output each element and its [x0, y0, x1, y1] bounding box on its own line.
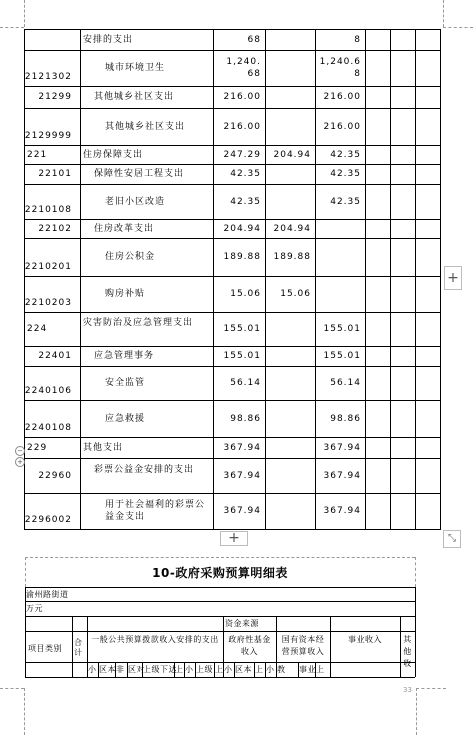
row-name: 用于社会福利的彩票公益金支出: [105, 500, 206, 522]
cell-total: 367.94: [223, 442, 261, 453]
page-guide: [0, 688, 24, 689]
row-border: [24, 219, 441, 220]
cell-total: 216.00: [223, 121, 261, 132]
cell-project: 42.35: [330, 196, 361, 207]
row-border: [24, 312, 441, 313]
row-name: 应急管理事务: [94, 351, 155, 361]
row-border: [24, 437, 441, 438]
cell-project: 42.35: [330, 169, 361, 179]
subheader: 教: [277, 665, 286, 674]
column-border: [25, 587, 26, 677]
row-code: 22102: [38, 223, 72, 234]
subheader: 小: [224, 665, 233, 674]
row-border: [24, 400, 441, 401]
add-row-button[interactable]: +: [220, 531, 248, 546]
subheader: 区本: [235, 665, 252, 674]
cell-project: 216.00: [323, 121, 361, 132]
row-border: [24, 184, 441, 185]
row-name: 购房补贴: [105, 289, 146, 299]
row-name: 住房保障支出: [83, 149, 144, 160]
row-code: 22960: [38, 470, 72, 481]
subheader: 上: [175, 665, 184, 674]
row-name: 灾害防治及应急管理支出: [83, 318, 194, 328]
cell-total: 68: [247, 34, 261, 45]
funding-source: 资金来源: [225, 619, 259, 628]
row-border: [24, 493, 441, 494]
column-border: [415, 587, 416, 677]
page-guide: [416, 688, 417, 735]
column-border: [415, 29, 416, 529]
column-border: [213, 29, 214, 529]
row-code: 2240108: [24, 423, 72, 433]
cell-total: 155.01: [223, 351, 261, 361]
row-name: 住房公积金: [105, 252, 156, 262]
row-name: 应急救援: [105, 413, 146, 424]
cell-project: 216.00: [323, 92, 361, 102]
subheader: 小: [185, 665, 194, 674]
unit-name: 渝州路街道: [26, 590, 69, 599]
subheader: 小: [88, 665, 97, 674]
subheader: 小: [266, 665, 275, 674]
row-border: [24, 50, 441, 51]
row-border: [24, 164, 441, 165]
table2-top-border: [25, 557, 415, 558]
row-border: [24, 29, 441, 30]
cell-project: 155.01: [323, 324, 361, 334]
cell-basic: 204.94: [273, 149, 311, 160]
row-border: [24, 458, 441, 459]
cell-project: 1,240.6 8: [319, 57, 361, 79]
row-code: 2240106: [24, 386, 72, 396]
row-border: [24, 276, 441, 277]
cell-project: 56.14: [330, 378, 361, 388]
subheader: 上: [255, 665, 264, 674]
row-name: 老旧小区改造: [105, 196, 166, 207]
cell-total: 189.88: [223, 252, 261, 262]
page-guide: [416, 688, 446, 689]
column-border: [330, 662, 331, 677]
funding-group: 国有资本经营预算收入: [281, 635, 325, 656]
row-border: [25, 616, 415, 617]
page-guide: [24, 688, 25, 735]
cell-total: 367.94: [223, 470, 261, 481]
row-border: [24, 86, 441, 87]
add-column-button[interactable]: +: [444, 266, 462, 290]
cell-total: 42.35: [230, 196, 261, 207]
row-name: 保障性安居工程支出: [94, 169, 185, 179]
page-number: 33: [403, 686, 412, 694]
row-name: 其他支出: [83, 442, 124, 453]
column-border: [440, 29, 441, 529]
row-code: 229: [27, 442, 48, 453]
cell-total: 204.94: [223, 223, 261, 234]
table2-title: 10-政府采购预算明细表: [152, 566, 288, 580]
row-name: 安排的支出: [83, 34, 134, 45]
page-guide: [24, 0, 25, 27]
column-border: [390, 29, 391, 529]
row-code: 224: [27, 324, 48, 334]
unit-label: 万元: [26, 604, 43, 613]
row-border: [24, 145, 441, 146]
row-name: 城市环境卫生: [105, 63, 166, 73]
resize-handle-icon[interactable]: ⤡: [443, 530, 461, 548]
row-code: 2210201: [24, 262, 72, 272]
row-code: 2210203: [24, 298, 72, 308]
cell-total: 155.01: [223, 324, 261, 334]
cell-total: 247.29: [223, 149, 261, 160]
cell-project: 42.35: [330, 149, 361, 160]
row-name: 其他城乡社区支出: [105, 121, 186, 132]
row-border: [25, 677, 415, 678]
row-name: 彩票公益金安排的支出: [94, 464, 195, 475]
cell-basic: 15.06: [280, 289, 311, 299]
row-insert-icon[interactable]: +: [15, 457, 25, 467]
column-border: [265, 29, 266, 529]
col-category: 项目类别: [28, 644, 62, 653]
subheader: 上级下达: [143, 665, 177, 674]
cell-project: 98.86: [330, 413, 361, 424]
cell-project: 367.94: [323, 506, 361, 516]
cell-basic: 204.94: [273, 223, 311, 234]
column-border: [24, 29, 25, 529]
subheader: 上: [316, 665, 325, 674]
cell-total: 42.35: [230, 169, 261, 179]
row-code: 22101: [38, 169, 72, 179]
cell-basic: 189.88: [273, 252, 311, 262]
column-border: [315, 29, 316, 529]
row-code: 2210108: [24, 205, 72, 215]
funding-group: 政府性基金收入: [228, 635, 271, 656]
table2-border: [415, 557, 416, 587]
row-code: 221: [27, 149, 48, 160]
row-border: [25, 601, 415, 602]
cell-total: 367.94: [223, 506, 261, 516]
row-border: [24, 108, 441, 109]
row-border: [24, 238, 441, 239]
column-border: [365, 29, 366, 529]
cell-total: 56.14: [230, 378, 261, 388]
row-remove-icon[interactable]: −: [15, 446, 25, 456]
row-name: 住房改革支出: [94, 223, 155, 234]
row-name: 安全监管: [105, 378, 146, 388]
cell-project: 367.94: [323, 470, 361, 481]
row-border: [24, 366, 441, 367]
row-border: [25, 662, 415, 663]
funding-group: 其他收: [403, 635, 412, 668]
row-code: 2129999: [24, 131, 72, 141]
cell-total: 15.06: [230, 289, 261, 299]
row-border: [25, 587, 415, 588]
row-code: 21299: [38, 92, 72, 102]
col-total: 合计: [74, 638, 83, 657]
row-name: 其他城乡社区支出: [94, 92, 175, 102]
cell-project: 155.01: [323, 351, 361, 361]
cell-project: 367.94: [323, 442, 361, 453]
subheader: 区对: [128, 665, 145, 674]
column-border: [72, 616, 73, 677]
row-border: [87, 631, 415, 632]
row-border: [24, 346, 441, 347]
page-guide: [443, 27, 473, 28]
cell-total: 216.00: [223, 92, 261, 102]
row-code: 2296002: [24, 515, 72, 525]
row-code: 22401: [38, 351, 72, 361]
subheader: 区本: [99, 665, 116, 674]
subheader: 上级: [196, 665, 213, 674]
funding-group: 事业收入: [348, 635, 382, 644]
subheader: 上: [215, 665, 224, 674]
row-code: 2121302: [24, 72, 72, 82]
column-border: [400, 616, 401, 677]
page-guide: [0, 27, 24, 28]
subheader: 事业: [299, 665, 316, 674]
cell-project: 8: [354, 34, 361, 45]
cell-total: 98.86: [230, 413, 261, 424]
page-guide: [443, 0, 444, 27]
funding-group: 一般公共预算拨款收入安排的支出: [91, 635, 219, 644]
column-border: [80, 29, 81, 529]
cell-total: 1,240. 68: [226, 57, 261, 79]
subheader: 非: [116, 665, 125, 674]
